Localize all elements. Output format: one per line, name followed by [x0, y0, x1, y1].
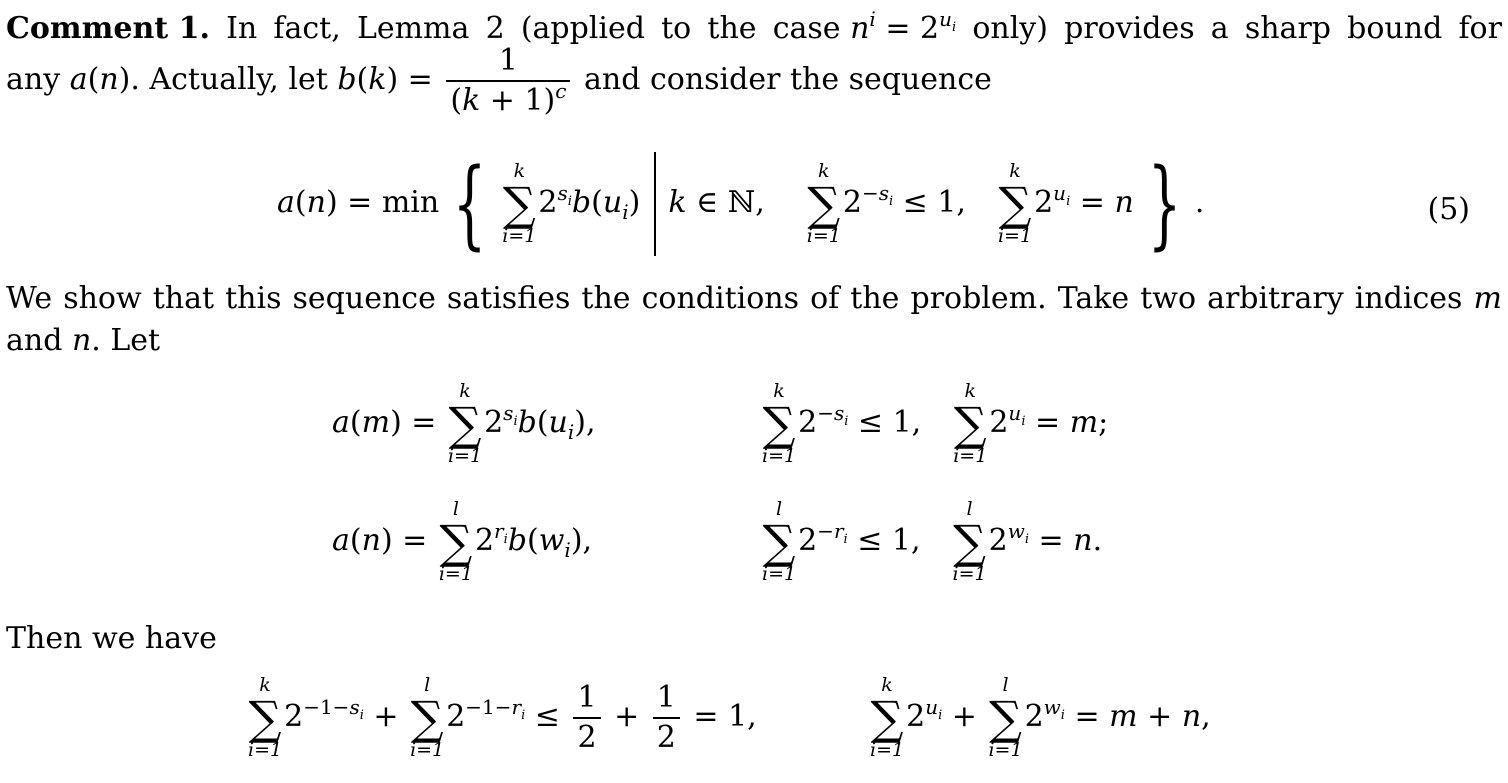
equation-a-of-m: a(m) = k ∑ i=1 $2^{s_i}b(u_i)$, [332, 380, 596, 467]
paragraph-2-line-2: and n. Let [6, 323, 161, 358]
equation-a-of-m-constraints: k ∑ i=1 $2^{-s_i} \le 1$, k ∑ i=1 $2^{u_i} = m$; [762, 380, 1109, 467]
fraction-b-of-k: $\frac{1}{(k + 1)^c}$ [446, 46, 570, 116]
comment-heading: Comment 1. [6, 11, 210, 46]
equation-a-of-n-constraints: l ∑ i=1 $2^{-r_i} \le 1$, l ∑ i=1 $2^{w_i} = n$. [762, 498, 1103, 585]
equation-5: a(n) = min { k ∑ i=1 $2^{s_i}b(u_i)$ k ∈ ℕ, k ∑ i=1 $2^{-s_i} \le 1$, k ∑ i=1 $2^{u_i} = n$ } . [277, 148, 1205, 260]
paragraph-2-line-1: We show that this sequence satisfies the conditions of the problem. Take two arbitrary indices m [6, 281, 1502, 316]
equation-a-of-n: a(n) = l ∑ i=1 $2^{r_i}b(w_i)$, [332, 498, 593, 585]
equation-number: (5) [1427, 192, 1470, 227]
equation-sum-bounds: k ∑ i=1 $2^{-1-s_i}$ + l ∑ i=1 $2^{-1-r_i}$ ≤ $\frac{1}{2}$ + $\frac{1}{2}$ = 1, [248, 674, 757, 761]
equation-sum-exponents: k ∑ i=1 $2^{u_i}$ + l ∑ i=1 $2^{w_i} = m + n$, [870, 674, 1211, 761]
paragraph-1-line-2: any a(n). Actually, let b(k) = $\frac{1}{(k + 1)^c}$ and consider the sequence [6, 43, 992, 118]
paragraph-3: Then we have [6, 621, 217, 656]
paragraph-1-line-1: Comment 1. In fact, Lemma 2 (applied to the case $n^i = 2^{u_i}$ only) provides a sharp bound for [6, 7, 1502, 46]
